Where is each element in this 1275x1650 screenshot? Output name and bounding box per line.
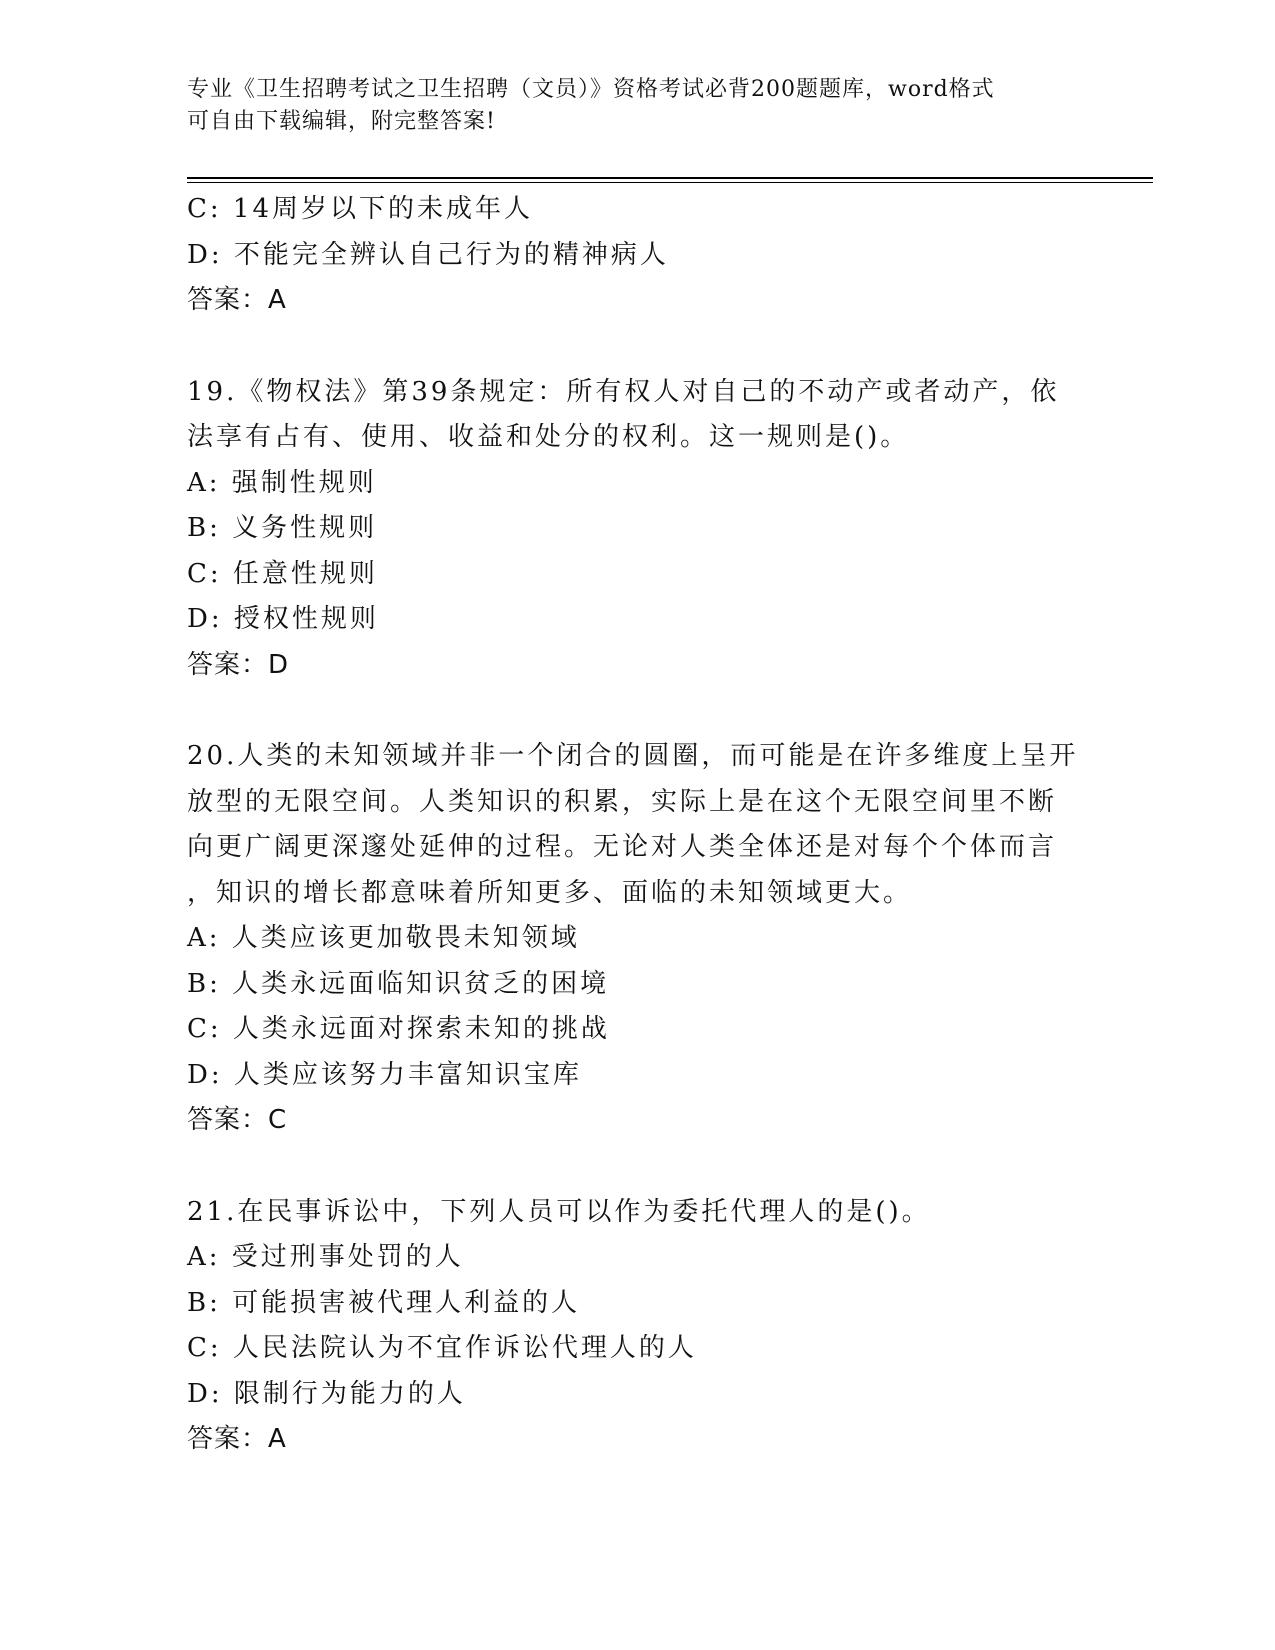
option-c: C: 人民法院认为不宜作诉讼代理人的人 xyxy=(187,1333,697,1363)
option-c: C: 人类永远面对探索未知的挑战 xyxy=(187,1014,610,1044)
answer-line: 答案：A xyxy=(187,1424,287,1454)
question-text: 19.《物权法》第39条规定：所有权人对自己的不动产或者动产，依 xyxy=(187,376,1060,407)
question-list xyxy=(187,187,1087,1463)
question-text: 20.人类的未知领域并非一个闭合的圆圈，而可能是在许多维度上呈开 xyxy=(187,741,1079,771)
header-rule-thick xyxy=(187,177,1153,179)
question-text: 21.在民事诉讼中，下列人员可以作为委托代理人的是()。 xyxy=(187,1196,931,1227)
option-d: D: 人类应该努力丰富知识宝库 xyxy=(187,1059,582,1090)
option-b: B: 人类永远面临知识贫乏的困境 xyxy=(187,968,610,999)
option-c: C: 任意性规则 xyxy=(187,558,378,589)
option-d: D: 不能完全辨认自己行为的精神病人 xyxy=(187,239,669,270)
answer-line: 答案：C xyxy=(187,1105,288,1135)
question-text: 放型的无限空间。人类知识的积累，实际上是在这个无限空间里不断 xyxy=(187,786,1058,817)
option-b: B: 义务性规则 xyxy=(187,513,378,543)
option-d: D: 限制行为能力的人 xyxy=(187,1378,466,1409)
option-a: A: 受过刑事处罚的人 xyxy=(187,1242,464,1272)
answer-line: 答案：D xyxy=(187,649,290,680)
option-d: D: 授权性规则 xyxy=(187,604,379,634)
option-a: A: 强制性规则 xyxy=(187,467,377,498)
question-text: 法享有占有、使用、收益和处分的权利。这一规则是()。 xyxy=(187,422,910,452)
option-a: A: 人类应该更加敬畏未知领域 xyxy=(187,923,580,953)
header-rule-thin xyxy=(187,182,1153,183)
question-text: ，知识的增长都意味着所知更多、面临的未知领域更大。 xyxy=(187,877,913,908)
answer-line: 答案：A xyxy=(187,285,287,315)
question-19 xyxy=(187,370,1087,689)
header-title-line-2: 可自由下载编辑，附完整答案! xyxy=(187,109,496,134)
question-21 xyxy=(187,1190,1087,1463)
option-b: B: 可能损害被代理人利益的人 xyxy=(187,1287,581,1318)
header-title-line-1: 专业《卫生招聘考试之卫生招聘（文员）》资格考试必背200题题库，word格式 xyxy=(187,77,995,102)
document-header xyxy=(187,74,1067,138)
question-18-continued xyxy=(187,187,1087,324)
option-c: C: 14周岁以下的未成年人 xyxy=(187,194,534,224)
question-20 xyxy=(187,734,1087,1144)
question-text: 向更广阔更深邃处延伸的过程。无论对人类全体还是对每个个体而言 xyxy=(187,832,1058,862)
